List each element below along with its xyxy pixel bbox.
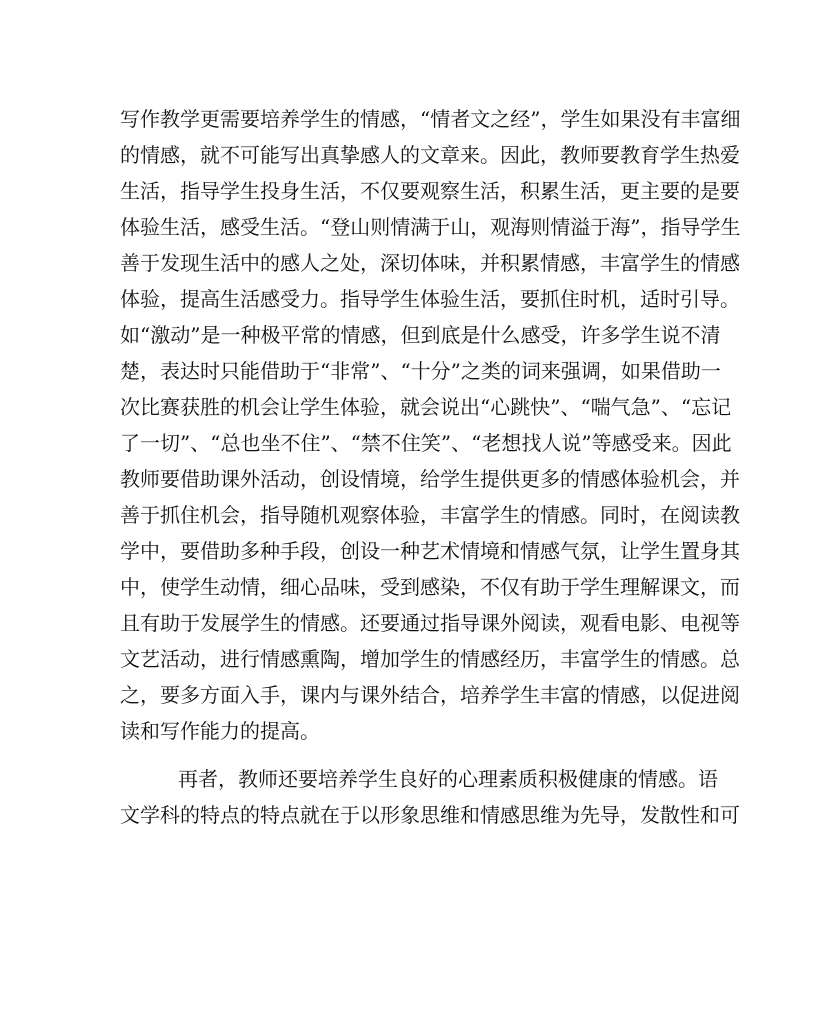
paragraph-2-line: 再者，教师还要培养学生良好的心理素质积极健康的情感。语: [178, 767, 718, 791]
paragraph-2-line: 文学科的特点的特点就在于以形象思维和情感思维为先导，发散性和可: [120, 803, 740, 827]
document-body: [120, 101, 741, 833]
paragraph-spacer: [120, 749, 700, 761]
paragraph-1-line: 文艺活动，进行情感熏陶，增加学生的情感经历，丰富学生的情感。总: [120, 647, 740, 671]
paragraph-1-line: 次比赛获胜的机会让学生体验，就会说出“心跳快”、“喘气急”、“忘记: [120, 395, 732, 419]
paragraph-1-line: 且有助于发展学生的情感。还要通过指导课外阅读，观看电影、电视等: [120, 611, 740, 635]
paragraph-1-line: 楚，表达时只能借助于“非常”、“十分”之类的词来强调，如果借助一: [120, 359, 721, 383]
paragraph-1-line: 善于抓住机会，指导随机观察体验，丰富学生的情感。同时，在阅读教: [120, 503, 740, 527]
paragraph-1-line: 读和写作能力的提高。: [120, 719, 320, 743]
paragraph-1-line: 写作教学更需要培养学生的情感，“情者文之经”，学生如果没有丰富细: [120, 107, 741, 131]
paragraph-1-line: 中，使学生动情，细心品味，受到感染，不仅有助于学生理解课文，而: [120, 575, 740, 599]
paragraph-2: [120, 761, 740, 833]
paragraph-1-line: 的情感，就不可能写出真挚感人的文章来。因此，教师要教育学生热爱: [120, 143, 740, 167]
paragraph-1-line: 体验，提高生活感受力。指导学生体验生活，要抓住时机，适时引导。: [120, 287, 740, 311]
paragraph-1-line: 善于发现生活中的感人之处，深切体味，并积累情感，丰富学生的情感: [120, 251, 740, 275]
paragraph-1: [120, 101, 741, 749]
paragraph-1-line: 之，要多方面入手，课内与课外结合，培养学生丰富的情感，以促进阅: [120, 683, 740, 707]
paragraph-1-line: 体验生活，感受生活。“登山则情满于山，观海则情溢于海”，指导学生: [120, 215, 741, 239]
paragraph-1-line: 学中，要借助多种手段，创设一种艺术情境和情感气氛，让学生置身其: [120, 539, 740, 563]
paragraph-1-line: 如“激动”是一种极平常的情感，但到底是什么感受，许多学生说不清: [120, 323, 721, 347]
paragraph-1-line: 了一切”、“总也坐不住”、“禁不住笑”、“老想找人说”等感受来。因此: [120, 431, 732, 455]
paragraph-1-line: 教师要借助课外活动，创设情境，给学生提供更多的情感体验机会，并: [120, 467, 740, 491]
paragraph-1-line: 生活，指导学生投身生活，不仅要观察生活，积累生活，更主要的是要: [120, 179, 740, 203]
